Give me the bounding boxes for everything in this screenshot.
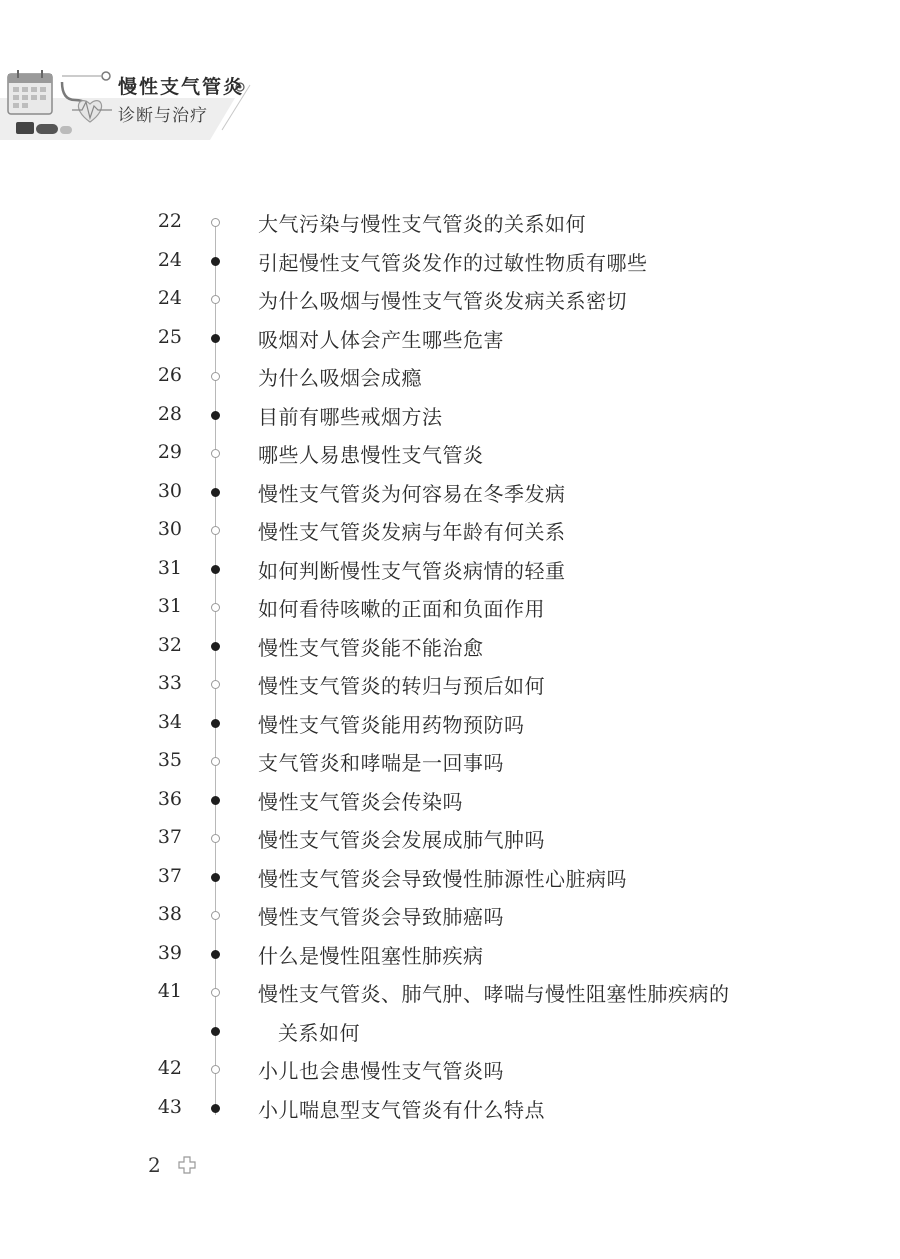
toc-title: 慢性支气管炎能用药物预防吗: [258, 712, 525, 737]
toc-title: 慢性支气管炎为何容易在冬季发病: [258, 481, 566, 506]
toc-page-number: 37: [157, 864, 182, 887]
toc-page-number: 36: [157, 787, 182, 810]
toc-page-number: 35: [157, 749, 182, 771]
toc-entry[interactable]: [0, 433, 900, 471]
toc-page-number: 24: [157, 287, 182, 309]
toc-page-number: 43: [157, 1095, 182, 1118]
toc-page-number: 42: [157, 1057, 182, 1079]
hollow-dot-icon: [211, 680, 220, 689]
hollow-dot-icon: [211, 1065, 220, 1074]
hollow-dot-icon: [211, 757, 220, 766]
toc-page-number: 28: [157, 402, 182, 425]
toc-title: 什么是慢性阻塞性肺疾病: [258, 943, 484, 968]
toc-entry[interactable]: [0, 241, 900, 279]
toc-entry[interactable]: [0, 664, 900, 702]
toc-title: 慢性支气管炎的转归与预后如何: [258, 674, 545, 698]
toc-entry[interactable]: [0, 549, 900, 587]
cross-outline-icon: [178, 1156, 196, 1174]
hollow-dot-icon: [211, 449, 220, 458]
toc-entry[interactable]: [0, 587, 900, 625]
toc-entry[interactable]: [0, 1011, 900, 1049]
toc-page-number: 38: [157, 903, 182, 925]
toc-entry[interactable]: [0, 857, 900, 895]
filled-dot-icon: [211, 411, 220, 420]
toc-page-number: 37: [157, 826, 182, 848]
filled-dot-icon: [211, 796, 220, 805]
toc-entry[interactable]: [0, 356, 900, 394]
toc-title: 如何判断慢性支气管炎病情的轻重: [258, 558, 566, 583]
hollow-dot-icon: [211, 218, 220, 227]
toc-page-number: 30: [157, 479, 182, 502]
toc-page-number: 31: [157, 556, 182, 579]
toc-title: 慢性支气管炎会导致肺癌吗: [258, 905, 504, 929]
toc-title: 为什么吸烟与慢性支气管炎发病关系密切: [258, 289, 627, 313]
header-title: 慢性支气管炎: [118, 76, 245, 98]
filled-dot-icon: [211, 565, 220, 574]
toc-title: 支气管炎和哮喘是一回事吗: [258, 751, 504, 775]
toc-title: 慢性支气管炎、肺气肿、哮喘与慢性阻塞性肺疾病的: [258, 982, 730, 1006]
toc-page-number: 34: [157, 710, 182, 733]
toc-page-number: 26: [157, 364, 182, 386]
hollow-dot-icon: [211, 526, 220, 535]
toc-title: 目前有哪些戒烟方法: [258, 404, 443, 429]
toc-entry[interactable]: [0, 934, 900, 972]
toc-title: 吸烟对人体会产生哪些危害: [258, 327, 504, 352]
footer-page-number: 2: [148, 1153, 161, 1177]
hollow-dot-icon: [211, 988, 220, 997]
filled-dot-icon: [211, 873, 220, 882]
toc-entry[interactable]: [0, 1049, 900, 1087]
toc-title: 如何看待咳嗽的正面和负面作用: [258, 597, 545, 621]
toc-entry[interactable]: [0, 395, 900, 433]
hollow-dot-icon: [211, 603, 220, 612]
toc-page-number: 30: [157, 518, 182, 540]
toc-entry[interactable]: [0, 318, 900, 356]
toc-entry[interactable]: [0, 1088, 900, 1126]
toc-title: 大气污染与慢性支气管炎的关系如何: [258, 212, 586, 236]
toc-title: 小儿也会患慢性支气管炎吗: [258, 1059, 504, 1083]
toc-title: 哪些人易患慢性支气管炎: [258, 443, 484, 467]
toc-entry[interactable]: [0, 780, 900, 818]
toc-entry[interactable]: [0, 818, 900, 856]
toc-title: 慢性支气管炎会发展成肺气肿吗: [258, 828, 545, 852]
filled-dot-icon: [211, 334, 220, 343]
filled-dot-icon: [211, 642, 220, 651]
toc-page-number: 33: [157, 672, 182, 694]
toc-title: 小儿喘息型支气管炎有什么特点: [258, 1097, 545, 1122]
toc-entry[interactable]: [0, 472, 900, 510]
toc-entry[interactable]: [0, 895, 900, 933]
toc-page-number: 24: [157, 248, 182, 271]
toc-entry[interactable]: [0, 202, 900, 240]
filled-dot-icon: [211, 488, 220, 497]
toc-page-number: 22: [157, 210, 182, 232]
toc-entry[interactable]: [0, 703, 900, 741]
filled-dot-icon: [211, 719, 220, 728]
filled-dot-icon: [211, 257, 220, 266]
toc-page-number: 31: [157, 595, 182, 617]
toc-entry[interactable]: [0, 510, 900, 548]
hollow-dot-icon: [211, 372, 220, 381]
toc-title: 为什么吸烟会成瘾: [258, 366, 422, 390]
toc-page-number: 32: [157, 633, 182, 656]
toc-entry[interactable]: [0, 279, 900, 317]
hollow-dot-icon: [211, 911, 220, 920]
toc-page-number: 39: [157, 941, 182, 964]
toc-title: 慢性支气管炎会导致慢性肺源性心脏病吗: [258, 866, 627, 891]
hollow-dot-icon: [211, 834, 220, 843]
toc-title: 关系如何: [278, 1020, 360, 1045]
toc-title: 慢性支气管炎发病与年龄有何关系: [258, 520, 566, 544]
toc-entry[interactable]: [0, 741, 900, 779]
toc-title: 慢性支气管炎会传染吗: [258, 789, 463, 814]
toc-entry[interactable]: [0, 972, 900, 1010]
filled-dot-icon: [211, 950, 220, 959]
toc-page-number: 25: [157, 325, 182, 348]
toc-entry[interactable]: [0, 626, 900, 664]
toc-page-number: 29: [157, 441, 182, 463]
header-subtitle: 诊断与治疗: [118, 106, 208, 126]
toc-title: 引起慢性支气管炎发作的过敏性物质有哪些: [258, 250, 648, 275]
toc-title: 慢性支气管炎能不能治愈: [258, 635, 484, 660]
toc-page-number: 41: [157, 980, 182, 1002]
filled-dot-icon: [211, 1027, 220, 1036]
hollow-dot-icon: [211, 295, 220, 304]
filled-dot-icon: [211, 1104, 220, 1113]
